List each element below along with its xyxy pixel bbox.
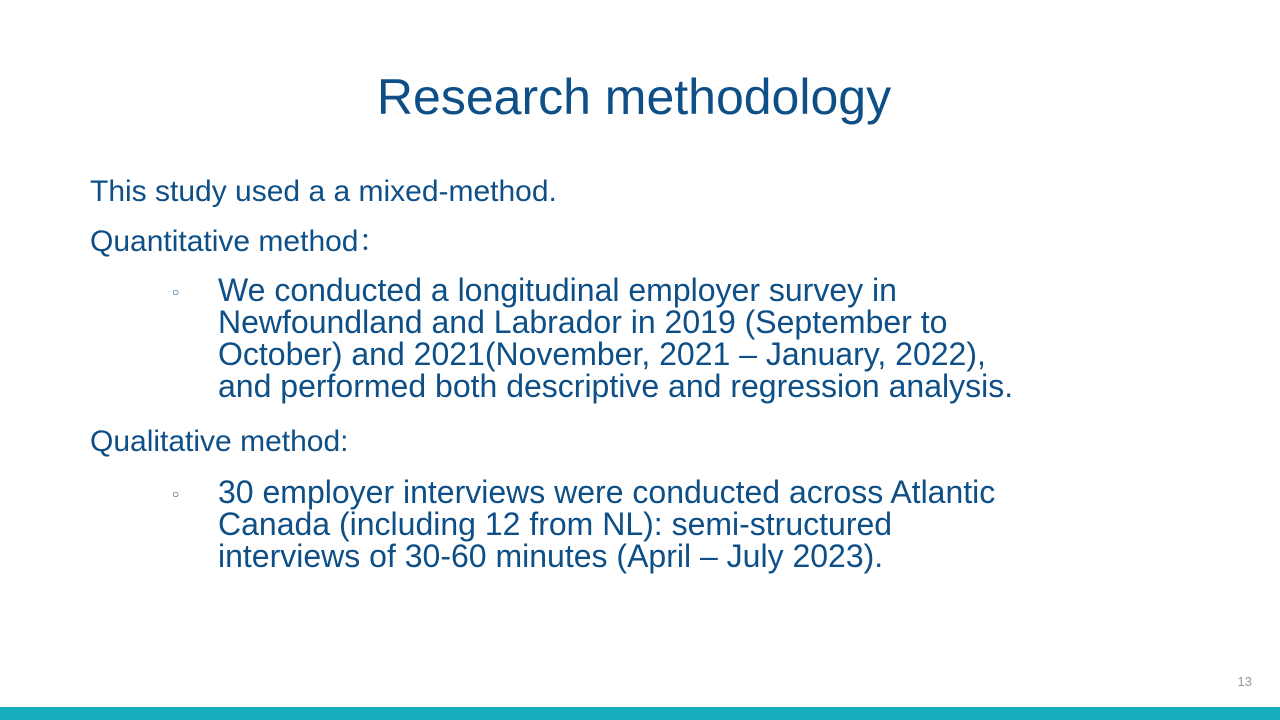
bullet-line: interviews of 30-60 minutes (April – July 2023). <box>218 538 884 574</box>
footer-bar <box>0 707 1280 720</box>
bullet-line: Newfoundland and Labrador in 2019 (September to <box>218 304 948 340</box>
bullet-line: and performed both descriptive and regression analysis. <box>218 368 1014 404</box>
bullet-line: We conducted a longitudinal employer survey in <box>218 272 897 308</box>
bullet-circle-icon: ○ <box>172 285 180 299</box>
intro-text: This study used a a mixed-method. <box>90 175 557 208</box>
slide-title: Research methodology <box>376 69 892 125</box>
bullet-circle-icon: ○ <box>172 487 180 501</box>
quantitative-bullet <box>172 272 1218 404</box>
bullet-line: Canada (including 12 from NL): semi-structured <box>218 506 893 542</box>
bullet-line: 30 employer interviews were conducted across Atlantic <box>218 474 996 510</box>
quantitative-heading: Quantitative method： <box>90 225 389 258</box>
qualitative-heading: Qualitative method: <box>90 425 349 458</box>
qualitative-bullet <box>172 474 1218 574</box>
bullet-line: October) and 2021(November, 2021 – January, 2022), <box>218 336 986 372</box>
page-number: 13 <box>1237 674 1252 689</box>
